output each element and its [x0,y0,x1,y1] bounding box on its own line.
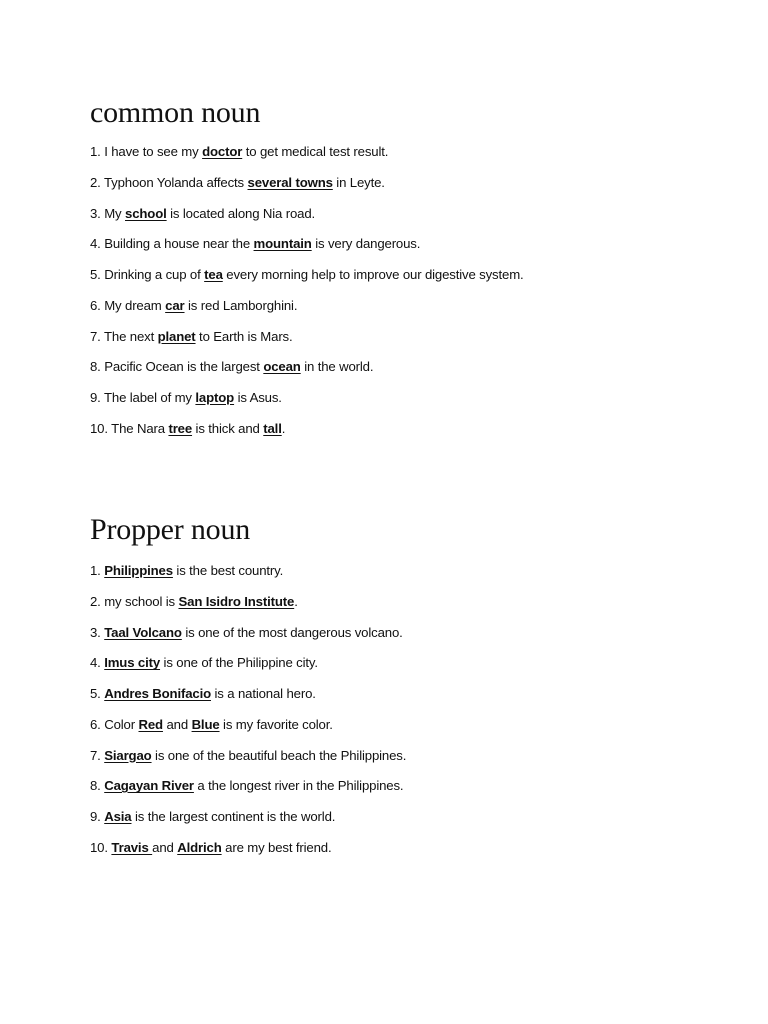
common-noun-sentence [90,418,524,449]
proper-noun-sentence [90,591,406,622]
underlined-noun: several towns [247,174,333,190]
sentence-text: every morning help to improve our digestive system. [222,267,524,282]
sentence-text: and [162,716,192,732]
common-noun-sentence [90,326,524,357]
sentence-text: 2. my school is [90,593,179,609]
underlined-noun: Blue [191,716,220,732]
common-noun-sentence [90,387,524,418]
underlined-noun: Andres Bonifacio [104,686,211,701]
underlined-noun: Taal Volcano [104,624,182,640]
underlined-noun: Asia [104,809,132,824]
sentence-text: are my best friend. [221,839,332,855]
proper-noun-sentence [90,652,406,683]
common-noun-sentence [90,264,524,295]
proper-noun-sentence [90,683,406,714]
sentence-text: 1. I have to see my [90,144,203,159]
underlined-noun: mountain [253,236,312,252]
underlined-noun: Travis [111,839,153,855]
sentence-text: is Asus. [234,390,282,405]
sentence-text: 4. [90,655,105,671]
sentence-text: to Earth is Mars. [195,328,293,344]
common-noun-sentence [90,295,524,326]
sentence-text: in Leyte. [332,174,385,190]
common-noun-sentence [90,203,524,234]
sentence-text: is very dangerous. [311,236,421,252]
sentence-text: 5. Drinking a cup of [90,267,205,282]
underlined-noun: tea [204,267,223,282]
sentence-text: 4. Building a house near the [90,236,254,252]
sentence-text: . [294,593,298,609]
sentence-text: 9. The label of my [90,390,196,405]
underlined-noun: Aldrich [177,839,222,855]
underlined-noun: Siargao [104,747,152,763]
underlined-noun: school [125,205,167,221]
sentence-text: 9. [90,809,105,824]
underlined-noun: laptop [195,390,235,405]
sentence-text: is one of the Philippine city. [160,655,318,671]
common-noun-sentence [90,141,524,172]
proper-noun-list [90,560,406,868]
proper-noun-sentence [90,837,406,868]
common-noun-heading: common noun [90,96,261,129]
proper-noun-sentence [90,622,406,653]
sentence-text: 1. [90,563,105,578]
sentence-text: is thick and [192,420,264,436]
sentence-text: in the world. [300,359,374,375]
underlined-noun: car [165,297,185,313]
proper-noun-sentence [90,775,406,806]
sentence-text: is red Lamborghini. [184,297,298,313]
sentence-text: is the largest continent is the world. [131,809,336,824]
sentence-text: to get medical test result. [242,144,389,159]
underlined-noun: Cagayan River [104,778,194,794]
underlined-noun: Philippines [104,563,173,578]
underlined-noun: doctor [202,144,243,159]
common-noun-sentence [90,356,524,387]
sentence-text: . [281,420,286,436]
sentence-text: is one of the most dangerous volcano. [181,624,403,640]
proper-noun-heading: Propper noun [90,513,251,546]
underlined-noun: ocean [263,359,301,375]
sentence-text: 3. [90,624,105,640]
sentence-text: 7. The next [90,328,158,344]
underlined-noun: Red [138,716,163,732]
sentence-text: 10. [90,839,112,855]
sentence-text: is one of the beautiful beach the Philippines. [151,747,407,763]
underlined-noun: tree [168,420,193,436]
sentence-text: 7. [90,747,105,763]
sentence-text: is my favorite color. [219,716,333,732]
underlined-noun: tall [263,420,282,436]
sentence-text: is the best country. [172,563,284,578]
proper-noun-sentence [90,714,406,745]
proper-noun-sentence [90,745,406,776]
sentence-text: 6. My dream [90,297,166,313]
sentence-text: a the longest river in the Philippines. [193,778,404,794]
proper-noun-sentence [90,806,406,837]
sentence-text: 6. Color [90,716,139,732]
sentence-text: 3. My [90,205,126,221]
proper-noun-sentence [90,560,406,591]
common-noun-sentence [90,172,524,203]
sentence-text: 5. [90,686,105,701]
sentence-text: is located along Nia road. [166,205,316,221]
common-noun-sentence [90,233,524,264]
underlined-noun: planet [157,328,196,344]
sentence-text: 10. The Nara [90,420,169,436]
sentence-text: 8. Pacific Ocean is the largest [90,359,264,375]
sentence-text: and [152,839,178,855]
common-noun-list [90,141,524,449]
underlined-noun: San Isidro Institute [178,593,295,609]
sentence-text: is a national hero. [211,686,316,701]
sentence-text: 2. Typhoon Yolanda affects [90,174,248,190]
underlined-noun: Imus city [104,655,161,671]
sentence-text: 8. [90,778,105,794]
